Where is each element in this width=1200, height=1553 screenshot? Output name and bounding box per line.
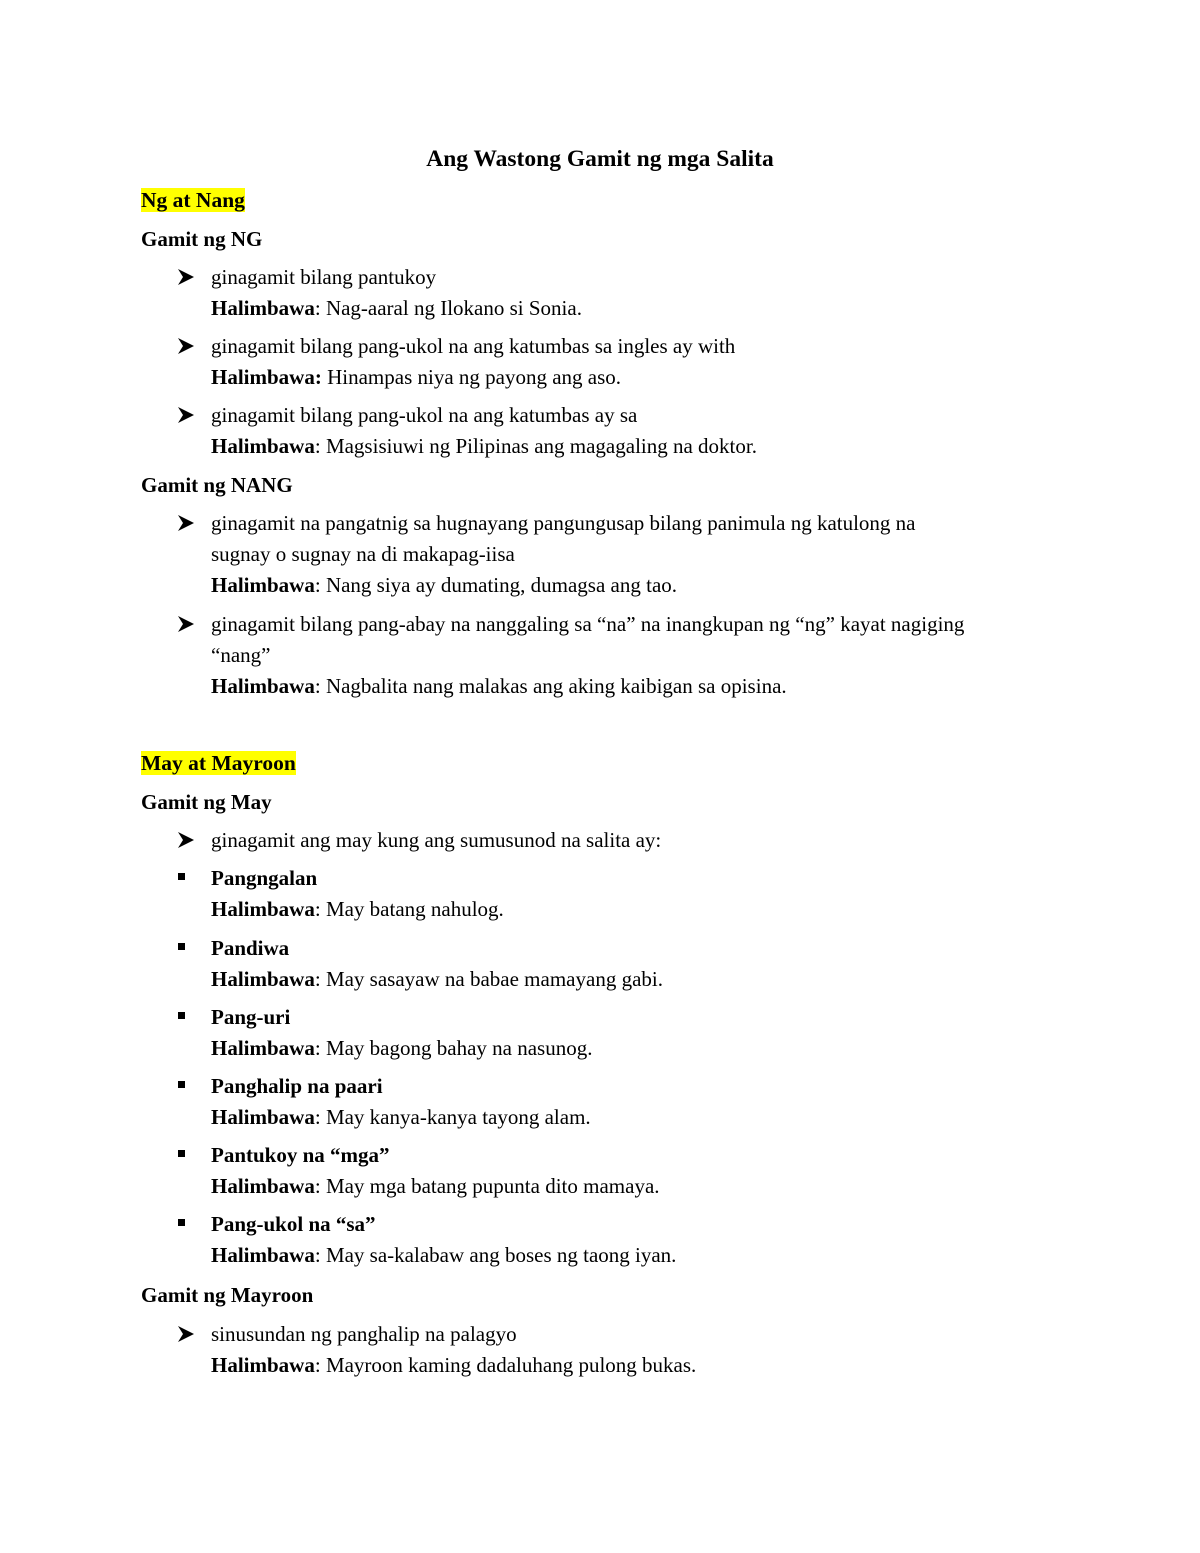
example-separator: :: [314, 296, 326, 320]
document-title: Ang Wastong Gamit ng mga Salita: [426, 146, 774, 172]
example-text: May bagong bahay na nasunog.: [325, 1036, 593, 1060]
example-text: Nag-aaral ng Ilokano si Sonia.: [325, 296, 582, 320]
example-separator: :: [314, 1036, 326, 1060]
list-item-text-continued: sugnay o sugnay na di makapag-iisa: [211, 542, 515, 566]
subheading-gamit-ng-may: Gamit ng May: [141, 790, 272, 814]
example-label: Halimbawa: [211, 897, 315, 921]
example-line: [211, 894, 504, 924]
arrowhead-bullet-icon: [176, 1324, 196, 1344]
example-text: May kanya-kanya tayong alam.: [325, 1105, 591, 1129]
square-bullet-icon: [178, 1081, 185, 1088]
example-separator: :: [314, 1174, 326, 1198]
term: Pandiwa: [211, 936, 290, 960]
term: Pang-ukol na “sa”: [211, 1212, 376, 1236]
example-separator: :: [314, 573, 326, 597]
arrowhead-bullet-icon: [176, 267, 196, 287]
list-item-text: ginagamit ang may kung ang sumusunod na salita ay:: [211, 828, 662, 852]
example-text: Nang siya ay dumating, dumagsa ang tao.: [325, 573, 678, 597]
example-line: [211, 570, 677, 600]
term: Pangngalan: [211, 866, 318, 890]
example-label: Halimbawa:: [211, 365, 322, 389]
example-label: Halimbawa: [211, 1105, 315, 1129]
example-line: [211, 1350, 696, 1380]
example-line: [211, 1033, 592, 1063]
square-bullet-icon: [178, 873, 185, 880]
square-bullet-icon: [178, 1150, 185, 1157]
example-text: Magsisiuwi ng Pilipinas ang magagaling na doktor.: [325, 434, 757, 458]
example-label: Halimbawa: [211, 967, 315, 991]
example-text: May mga batang pupunta dito mamaya.: [325, 1174, 660, 1198]
section-heading-ng-at-nang: [141, 185, 245, 215]
example-line: [211, 964, 663, 994]
example-text: Hinampas niya ng payong ang aso.: [327, 365, 622, 389]
term: Pang-uri: [211, 1005, 291, 1029]
list-item-text: sinusundan ng panghalip na palagyo: [211, 1322, 517, 1346]
example-text: Mayroon kaming dadaluhang pulong bukas.: [325, 1353, 697, 1377]
example-label: Halimbawa: [211, 1243, 315, 1267]
example-separator: :: [314, 1353, 326, 1377]
section-heading-may-at-mayroon: [141, 748, 296, 778]
example-label: Halimbawa: [211, 674, 315, 698]
example-line: [211, 671, 787, 701]
arrowhead-bullet-icon: [176, 830, 196, 850]
highlight: Ng at Nang: [141, 188, 245, 212]
list-item-text: ginagamit bilang pang-ukol na ang katumbas sa ingles ay with: [211, 334, 736, 358]
arrowhead-bullet-icon: [176, 614, 196, 634]
example-text: May sa-kalabaw ang boses ng taong iyan.: [325, 1243, 677, 1267]
example-separator: :: [314, 1243, 326, 1267]
example-separator: :: [314, 1105, 326, 1129]
example-label: Halimbawa: [211, 1036, 315, 1060]
square-bullet-icon: [178, 943, 185, 950]
example-text: Nagbalita nang malakas ang aking kaibigan sa opisina.: [325, 674, 787, 698]
term: Pantukoy na “mga”: [211, 1143, 390, 1167]
list-item-text-continued: “nang”: [211, 643, 271, 667]
example-line: [211, 431, 757, 461]
example-separator: :: [314, 674, 326, 698]
highlight: May at Mayroon: [141, 751, 296, 775]
example-text: May sasayaw na babae mamayang gabi.: [325, 967, 663, 991]
example-separator: :: [314, 434, 326, 458]
example-line: [211, 1171, 660, 1201]
list-item-text: ginagamit bilang pang-abay na nanggaling sa “na” na inangkupan ng “ng” kayat nagiging: [211, 612, 965, 636]
list-item-text: ginagamit bilang pantukoy: [211, 265, 437, 289]
subheading-gamit-ng-mayroon: Gamit ng Mayroon: [141, 1283, 314, 1307]
example-label: Halimbawa: [211, 1174, 315, 1198]
example-line: [211, 1240, 676, 1270]
square-bullet-icon: [178, 1219, 185, 1226]
example-label: Halimbawa: [211, 1353, 315, 1377]
example-label: Halimbawa: [211, 434, 315, 458]
arrowhead-bullet-icon: [176, 405, 196, 425]
example-label: Halimbawa: [211, 296, 315, 320]
example-text: May batang nahulog.: [325, 897, 504, 921]
example-label: Halimbawa: [211, 573, 315, 597]
arrowhead-bullet-icon: [176, 336, 196, 356]
example-line: [211, 293, 582, 323]
example-separator: :: [314, 897, 326, 921]
square-bullet-icon: [178, 1012, 185, 1019]
list-item-text: ginagamit bilang pang-ukol na ang katumbas ay sa: [211, 403, 638, 427]
list-item-text: ginagamit na pangatnig sa hugnayang pangungusap bilang panimula ng katulong na: [211, 511, 916, 535]
subheading-gamit-ng-nang: Gamit ng NANG: [141, 473, 293, 497]
example-line: [211, 362, 621, 392]
arrowhead-bullet-icon: [176, 513, 196, 533]
subheading-gamit-ng-ng: Gamit ng NG: [141, 227, 263, 251]
example-line: [211, 1102, 591, 1132]
term: Panghalip na paari: [211, 1074, 383, 1098]
example-separator: :: [314, 967, 326, 991]
